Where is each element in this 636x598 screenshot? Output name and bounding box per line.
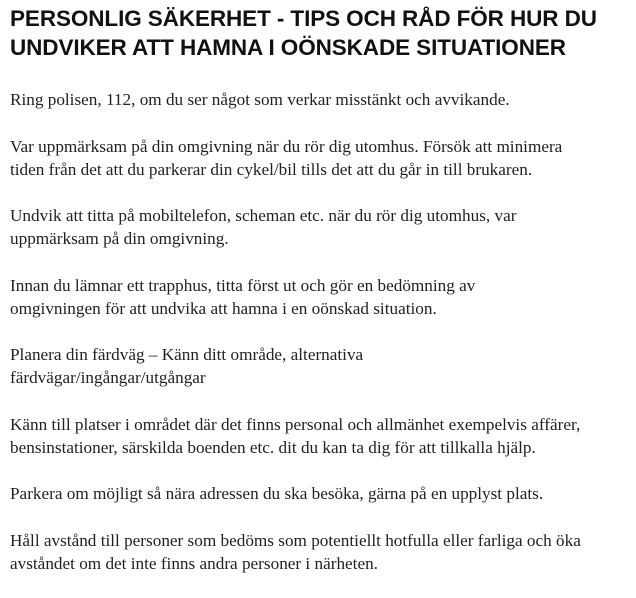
paragraph-call-police: Ring polisen, 112, om du ser något som verkar misstänkt och avvikande. — [10, 90, 510, 109]
document-title: PERSONLIG SÄKERHET - TIPS OCH RÅD FÖR HUR DU UNDVIKER ATT HAMNA I OÖNSKADE SITUATIONER — [10, 6, 597, 60]
paragraph-avoid-phone: Undvik att titta på mobiltelefon, scheman etc. när du rör dig utomhus, var uppmärksam på din omgivning. — [10, 206, 517, 248]
paragraph-plan-route: Planera din färdväg – Känn ditt område, alternativa färdvägar/ingångar/utgångar — [10, 345, 364, 387]
paragraph-stairwell: Innan du lämnar ett trapphus, titta först ut och gör en bedömning av omgivningen för att undvika att hamna i en oönskad situation. — [10, 275, 476, 318]
paragraph-know-places: Känn till platser i området där det finns personal och allmänhet exempelvis affärer, bensinstationer, särskilda boenden etc. dit du kan ta dig för att tillkalla hjälp. — [10, 414, 581, 457]
paragraph-parking: Parkera om möjligt så nära adressen du ska besöka, gärna på en upplyst plats. — [10, 484, 544, 503]
paragraph-be-aware: Var uppmärksam på din omgivning när du rör dig utomhus. Försök att minimera tiden från det att du parkerar din cykel/bil tills det att du går in till brukaren. — [10, 136, 563, 179]
document-body — [10, 88, 620, 598]
paragraph-keep-distance: Håll avstånd till personer som bedöms som potentiellt hotfulla eller farliga och öka avståndet om det inte finns andra personer i närheten. — [10, 530, 581, 573]
